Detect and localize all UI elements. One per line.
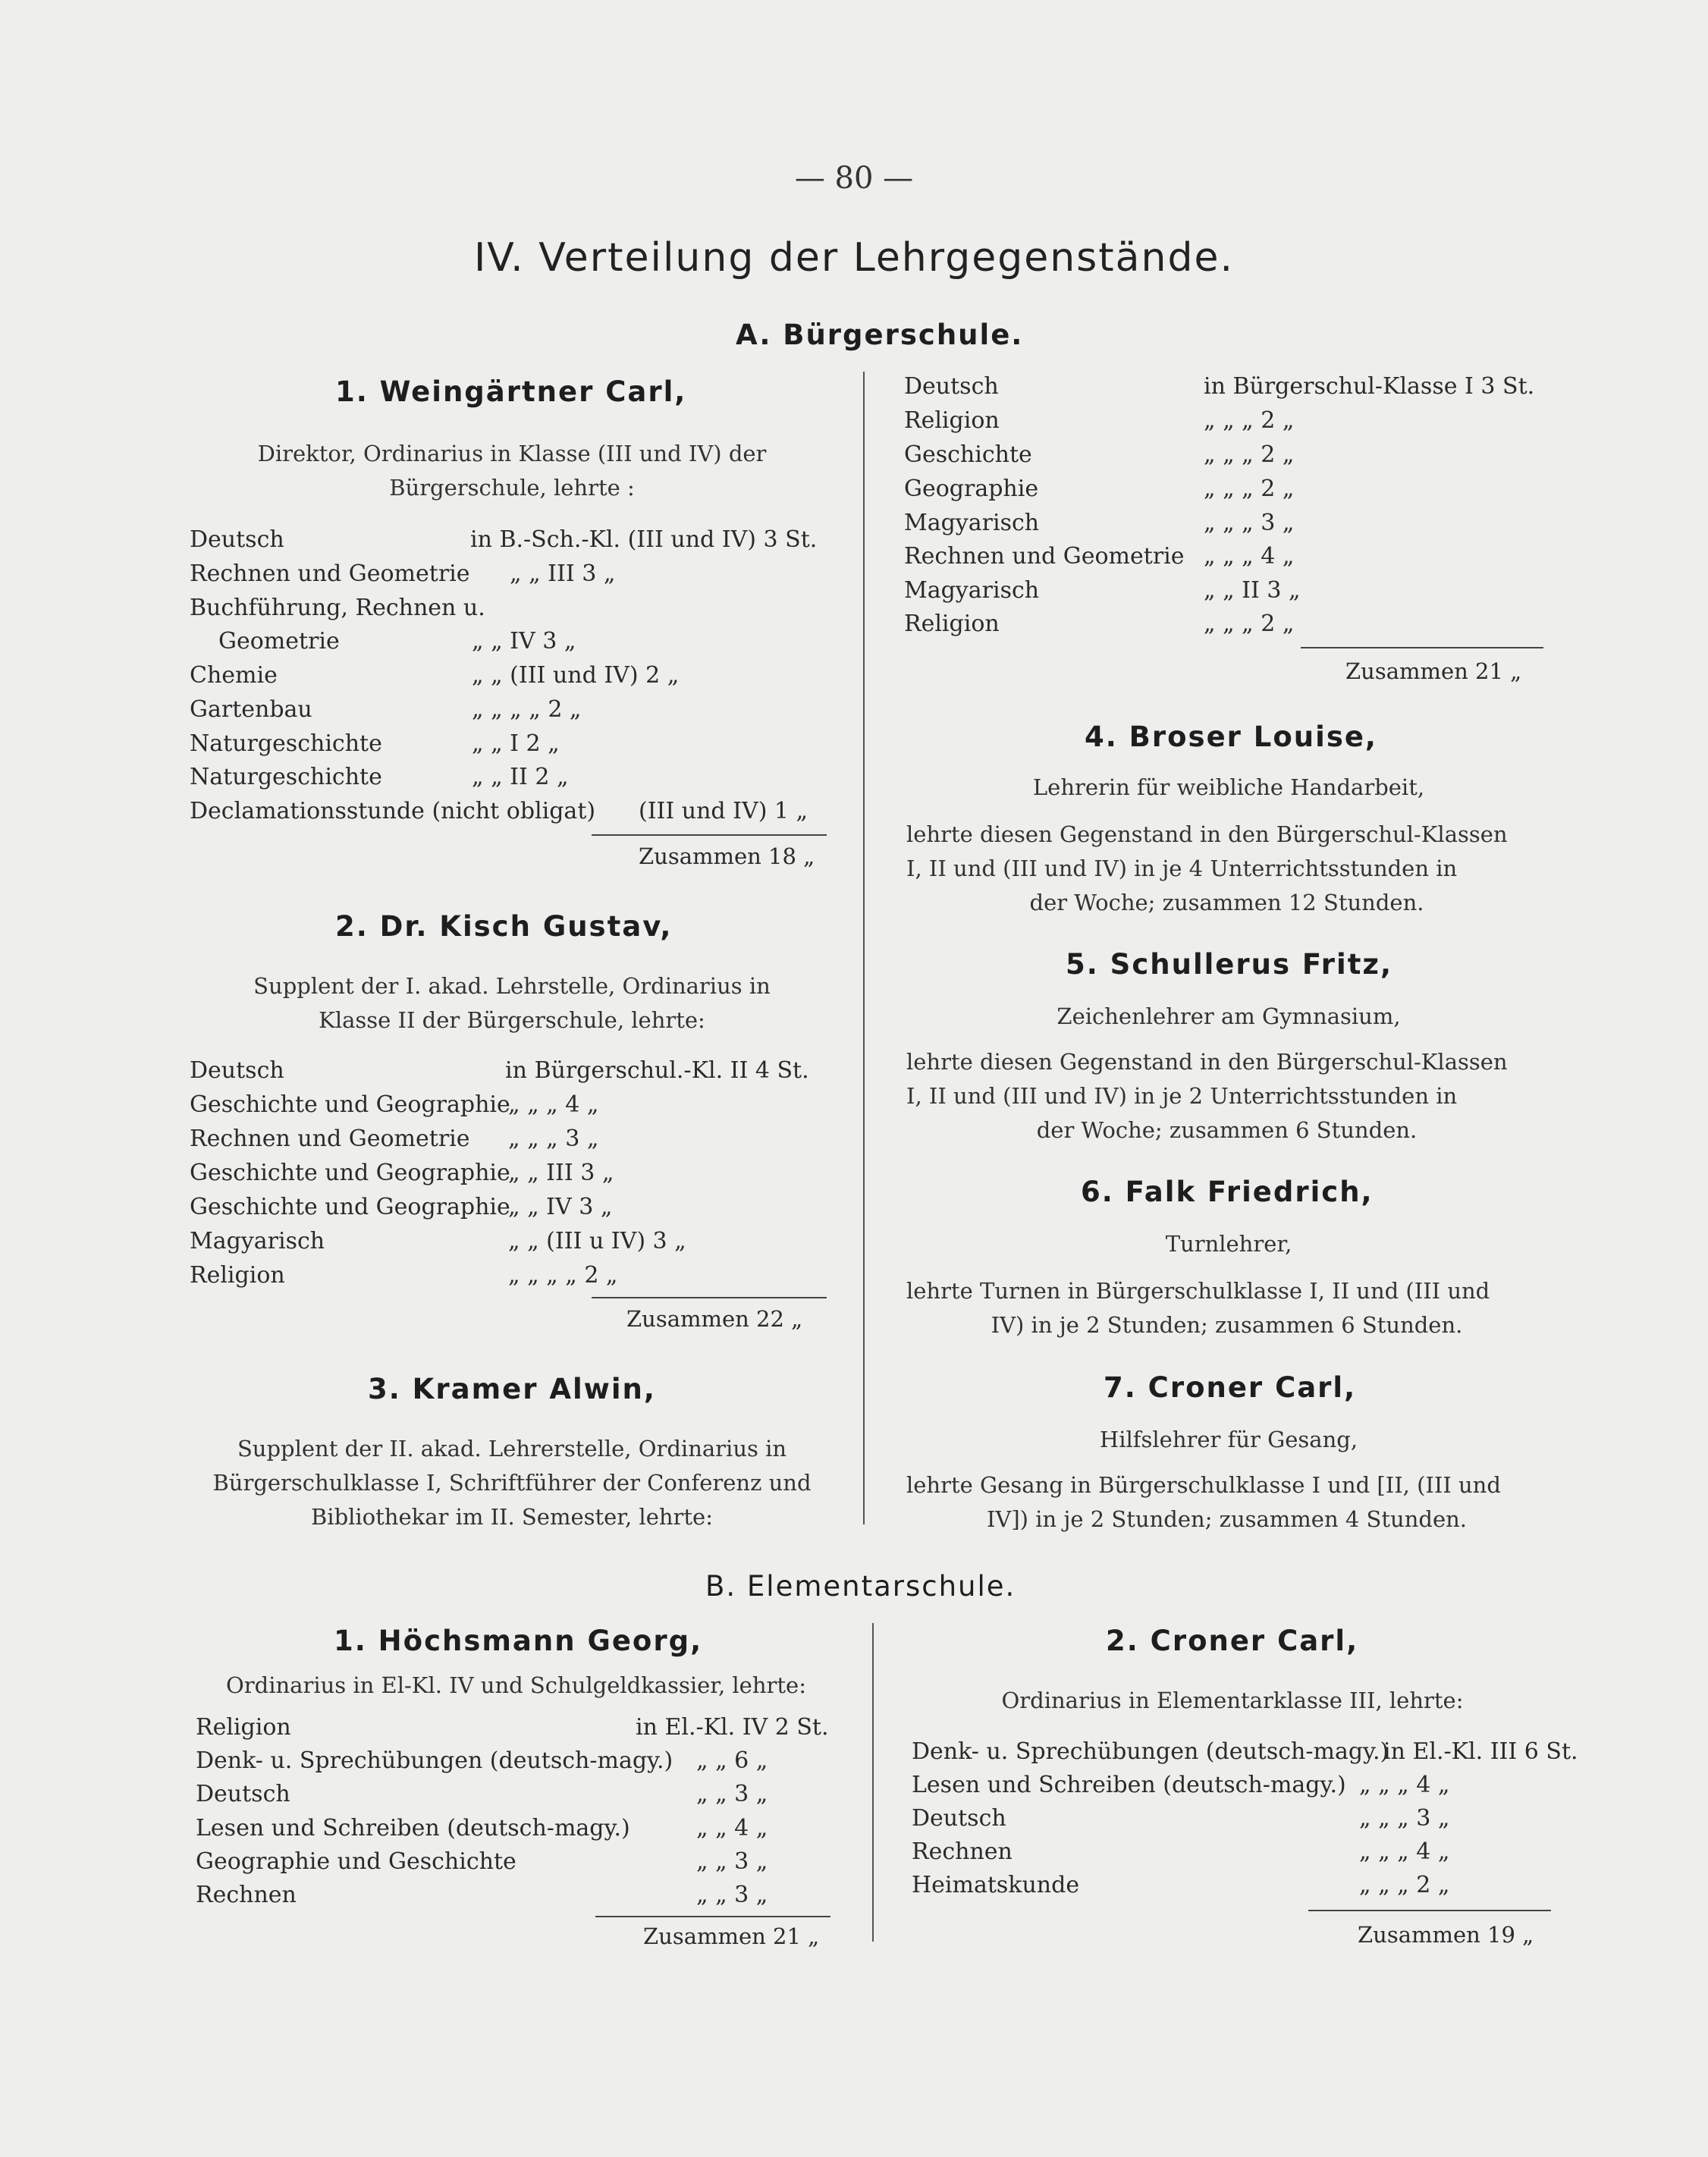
text-line (906, 1113, 1547, 1148)
teacher-role: Hilfslehrer für Gesang, (1099, 1427, 1358, 1452)
hours: (III und IV) 1 „ (639, 798, 808, 824)
teacher-name: 1. Höchsmann Georg, (334, 1625, 703, 1657)
column-divider-b (872, 1623, 874, 1942)
column-divider-a (863, 372, 865, 1524)
text-line (906, 1308, 1547, 1342)
subject: Religion (904, 611, 1000, 637)
hours: „ „ „ 2 „ (1359, 1872, 1450, 1898)
subject: Geographie (904, 476, 1039, 502)
subject: Rechnen und Geometrie (904, 543, 1185, 570)
teacher-description (910, 1684, 1555, 1718)
hours: „ „ „ 2 „ (1204, 611, 1295, 637)
text-line (906, 1079, 1547, 1113)
hours: „ „ „ 2 „ (1204, 407, 1295, 434)
text-line (906, 1274, 1547, 1308)
subject: Geschichte (904, 441, 1032, 468)
line: lehrte Turnen in Bürgerschulklasse I, II und (III und (906, 1278, 1490, 1304)
hours: „ „ „ „ 2 „ (508, 1262, 618, 1289)
total: Zusammen 21 „ (643, 1923, 820, 1949)
text-line (906, 1502, 1547, 1537)
hours: „ „ 4 „ (696, 1815, 768, 1841)
line: IV) in je 2 Stunden; zusammen 6 Stunden. (991, 1312, 1463, 1338)
hours: „ „ IV 3 „ (472, 628, 576, 655)
teacher-description (190, 969, 834, 1038)
teacher-name: 2. Croner Carl, (1106, 1625, 1359, 1657)
teacher-name: 1. Weingärtner Carl, (335, 375, 687, 408)
subject: Deutsch (904, 373, 999, 400)
teacher-description (190, 1432, 834, 1534)
page-number: — 80 — (794, 161, 914, 196)
hours: „ „ „ 3 „ (1204, 510, 1295, 536)
description-line: Supplent der I. akad. Lehrstelle, Ordinarius in (253, 973, 771, 999)
subject: Naturgeschichte (190, 730, 382, 757)
subject: Deutsch (196, 1781, 290, 1807)
hours: „ „ (III u IV) 3 „ (508, 1228, 686, 1254)
teacher-text (906, 818, 1547, 920)
section-b-title: B. Elementarschule. (705, 1570, 1016, 1603)
teacher-name: 4. Broser Louise, (1085, 721, 1377, 753)
hours: „ „ „ 2 „ (1204, 476, 1295, 502)
subject: Denk- u. Sprechübungen (deutsch-magy.) (196, 1747, 673, 1774)
total: Zusammen 22 „ (626, 1306, 803, 1332)
hours: „ „ „ 4 „ (1359, 1838, 1450, 1865)
hours: „ „ „ 3 „ (1359, 1805, 1450, 1832)
hours: „ „ „ 4 „ (508, 1091, 599, 1118)
sum-line (592, 1297, 827, 1298)
subject: Lesen und Schreiben (deutsch-magy.) (912, 1772, 1346, 1798)
hours: in El.-Kl. III 6 St. (1383, 1738, 1578, 1765)
teacher-description (196, 1669, 837, 1703)
subject: Rechnen (912, 1838, 1013, 1865)
hours: in B.-Sch.-Kl. (III und IV) 3 St. (470, 526, 818, 553)
line: I, II und (III und IV) in je 2 Unterrichtsstunden in (906, 1083, 1458, 1109)
total: Zusammen 21 „ (1345, 658, 1522, 684)
hours: „ „ (III und IV) 2 „ (472, 662, 680, 689)
text-line (906, 1468, 1547, 1502)
subject: Geschichte und Geographie (190, 1194, 510, 1220)
hours: „ „ I 2 „ (472, 730, 560, 757)
teacher-name: 2. Dr. Kisch Gustav, (335, 910, 673, 943)
subject: Magyarisch (904, 510, 1040, 536)
text-line (906, 818, 1547, 852)
description-line: Bibliothekar im II. Semester, lehrte: (310, 1504, 713, 1530)
subject: Buchführung, Rechnen u. (190, 595, 485, 621)
subject: Declamationsstunde (nicht obligat) (190, 798, 596, 824)
subject: Geometrie (218, 628, 340, 655)
subject: Heimatskunde (912, 1872, 1080, 1898)
hours: „ „ „ 4 „ (1204, 543, 1295, 570)
hours: „ „ 3 „ (696, 1848, 768, 1875)
subject: Magyarisch (904, 577, 1040, 604)
hours: „ „ III 3 „ (508, 1160, 614, 1186)
total: Zusammen 18 „ (639, 843, 815, 869)
section-a-title: A. Bürgerschule. (736, 319, 1024, 351)
teacher-text (906, 1274, 1547, 1342)
subject: Religion (196, 1714, 291, 1741)
line: I, II und (III und IV) in je 4 Unterrichtsstunden in (906, 856, 1458, 881)
subject: Deutsch (190, 526, 284, 553)
teacher-name: 6. Falk Friedrich, (1081, 1176, 1374, 1208)
subject: Rechnen (196, 1882, 297, 1908)
line: lehrte diesen Gegenstand in den Bürgerschul-Klassen (906, 821, 1508, 847)
hours: „ „ III 3 „ (510, 560, 616, 587)
hours: „ „ IV 3 „ (508, 1194, 613, 1220)
description-line: Ordinarius in Elementarklasse III, lehrte: (1001, 1688, 1464, 1713)
line: IV]) in je 2 Stunden; zusammen 4 Stunden. (986, 1506, 1468, 1532)
sum-line (595, 1916, 830, 1917)
teacher-role: Zeichenlehrer am Gymnasium, (1057, 1003, 1401, 1029)
line: lehrte diesen Gegenstand in den Bürgerschul-Klassen (906, 1049, 1508, 1075)
teacher-role: Turnlehrer, (1165, 1231, 1292, 1257)
teacher-description (190, 437, 834, 505)
sum-line (1301, 647, 1543, 648)
subject: Denk- u. Sprechübungen (deutsch-magy.) (912, 1738, 1389, 1765)
description-line: Direktor, Ordinarius in Klasse (III und IV) der (257, 441, 767, 466)
teacher-name: 7. Croner Carl, (1104, 1371, 1357, 1404)
line: lehrte Gesang in Bürgerschulklasse I und [II, (III und (906, 1472, 1501, 1498)
subject: Geschichte und Geographie (190, 1160, 510, 1186)
subject: Deutsch (190, 1057, 284, 1084)
description-line: Bürgerschulklasse I, Schriftführer der Conferenz und (212, 1470, 812, 1496)
teacher-text (906, 1468, 1547, 1537)
subject: Religion (904, 407, 1000, 434)
hours: „ „ „ 4 „ (1359, 1772, 1450, 1798)
teacher-name: 3. Kramer Alwin, (368, 1373, 656, 1405)
hours: „ „ 3 „ (696, 1781, 768, 1807)
hours: „ „ 3 „ (696, 1882, 768, 1908)
hours: „ „ „ 2 „ (1204, 441, 1295, 468)
hours: „ „ „ 3 „ (508, 1126, 599, 1152)
teacher-name: 5. Schullerus Fritz, (1066, 948, 1393, 981)
subject: Chemie (190, 662, 278, 689)
subject: Magyarisch (190, 1228, 325, 1254)
subject: Religion (190, 1262, 285, 1289)
subject: Geschichte und Geographie (190, 1091, 510, 1118)
main-title: IV. Verteilung der Lehrgegenstände. (473, 235, 1235, 281)
hours: „ „ II 2 „ (472, 764, 569, 790)
subject: Geographie und Geschichte (196, 1848, 516, 1875)
description-line: Supplent der II. akad. Lehrerstelle, Ordinarius in (237, 1436, 787, 1462)
subject: Naturgeschichte (190, 764, 382, 790)
teacher-role: Lehrerin für weibliche Handarbeit, (1032, 774, 1425, 800)
sum-line (592, 834, 827, 836)
subject: Lesen und Schreiben (deutsch-magy.) (196, 1815, 630, 1841)
text-line (906, 852, 1547, 886)
teacher-text (906, 1045, 1547, 1148)
text-line (906, 886, 1547, 920)
line: der Woche; zusammen 12 Stunden. (1029, 890, 1424, 915)
hours: in Bürgerschul.-Kl. II 4 St. (505, 1057, 809, 1084)
hours: in El.-Kl. IV 2 St. (636, 1714, 829, 1741)
sum-line (1308, 1910, 1551, 1911)
hours: „ „ „ „ 2 „ (472, 696, 582, 723)
subject: Rechnen und Geometrie (190, 560, 470, 587)
description-line: Ordinarius in El-Kl. IV und Schulgeldkassier, lehrte: (226, 1672, 806, 1698)
description-line: Klasse II der Bürgerschule, lehrte: (319, 1007, 705, 1033)
hours: „ „ II 3 „ (1204, 577, 1301, 604)
description-line: Bürgerschule, lehrte : (389, 475, 635, 501)
subject: Deutsch (912, 1805, 1006, 1832)
subject: Rechnen und Geometrie (190, 1126, 470, 1152)
line: der Woche; zusammen 6 Stunden. (1036, 1117, 1418, 1143)
total: Zusammen 19 „ (1358, 1922, 1534, 1948)
hours: „ „ 6 „ (696, 1747, 768, 1774)
subject: Gartenbau (190, 696, 312, 723)
text-line (906, 1045, 1547, 1079)
hours: in Bürgerschul-Klasse I 3 St. (1204, 373, 1535, 400)
